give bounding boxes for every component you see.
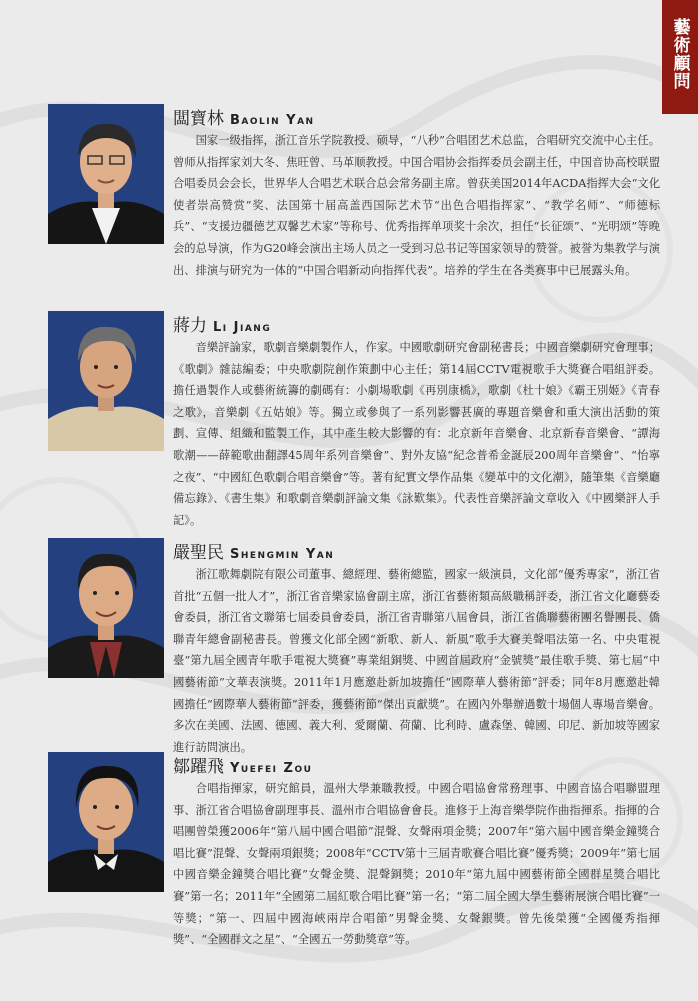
name-english: Li Jiang <box>213 320 272 335</box>
biography-text: 浙江歌舞劇院有限公司董事、總經理、藝術總監，國家一級演員，文化部“優秀專家”，浙江省首批“五個一批人才”，浙江省音樂家協會副主席，浙江省藝術類高級職稱評委，浙江省文化廳藝委會委員，浙江省文聯第七屆委員會委員，浙江省青聯第八屆會員，浙江省僑聯藝術團名譽團長、僑聯青年總會副秘書長。曾獲文化部全國“新歌、新人、新風”歌手大賽美聲唱法第一名、中央電視臺“第九屆全國青年歌手電視大獎賽”專業組銅獎、中國首屆政府“金號獎”最佳歌手獎、第七屆“中國藝術節”文華表演獎。2011年1月應邀赴新加坡擔任“國際華人藝術節”評委；同年8月應邀赴韓國擔任“國際華人藝術節”評委，獲藝術節“傑出貢獻獎”。在國內外舉辦過數十場個人專場音樂會。多次在美國、法國、德國、義大利、愛爾蘭、荷蘭、比利時、盧森堡、韓國、印尼、新加坡等國家進行訪問演出。 <box>173 568 660 754</box>
biography-text: 音樂評論家，歌劇音樂劇製作人，作家。中國歌劇研究會副秘書長；中國音樂劇研究會理事；《歌劇》雜誌編委；中央歌劇院創作策劃中心主任；第14屆CCTV電視歌手大獎賽合唱組評委。擔任過製作人或藝術統籌的劇碼有：小劇場歌劇《再別康橋》，歌劇《杜十娘》《霸王別姬》《青春之歌》，音樂劇《五姑娘》等。獨立或參與了一系列影響甚廣的專題音樂會和重大演出活動的策劃、宣傳、組織和監製工作，其中產生較大影響的有：北京新年音樂會、北京新春音樂會、“譚海歌潮——薛範歌曲翻譯45周年系列音樂會”、對外友協“紀念普希金誕辰200周年音樂會”、“怡寧之夜”、“中國紅色歌劇合唱音樂會”等。著有紀實文學作品集《變革中的文化潮》，隨筆集《音樂廳備忘錄》、《書生集》和歌劇音樂劇評論文集《詠歎集》。代表性音樂評論文章收入《中國樂評人手記》。 <box>173 341 660 527</box>
biography-text: 合唱指揮家，研究館員，溫州大學兼職教授。中國合唱協會常務理事、中國音協合唱聯盟理事、浙江省合唱協會副理事長、溫州市合唱協會會長。進修于上海音樂學院作曲指揮系。指揮的合唱團曾榮獲2006年“第八屆中國合唱節”混聲、女聲兩項金獎；2007年“第六屆中國音樂金鐘獎合唱比賽”混聲、女聲兩項銀獎；2008年“CCTV第十三屆青歌賽合唱比賽”優秀獎；2009年“第七屆中國音樂金鐘獎合唱比賽”女聲金獎、混聲銅獎；2010年“第九屆中國藝術節全國群星獎合唱比賽”第一名；2011年“全國第二屆紅歌合唱比賽”第一名；“第二屆全國大學生藝術展演合唱比賽”一等獎；“第一、四屆中國海峽兩岸合唱節”男聲金獎、女聲銀獎。曾先後榮獲“全國優秀指揮獎”、“全國群文之星”、“全國五一勞動獎章”等。 <box>173 782 660 947</box>
portrait-photo <box>48 311 164 451</box>
portrait-photo <box>48 752 164 892</box>
name-heading <box>173 538 334 562</box>
section-tab <box>662 0 698 114</box>
portrait-photo <box>48 538 164 678</box>
biography-text: 国家一级指挥，浙江音乐学院教授、硕导，“八秒”合唱团艺术总监，合唱研究交流中心主任。曾师从指挥家刘大冬、焦旺曾、马革顺教授。中国合唱协会指挥委员会副主任，中国音协高校联盟合唱委员会会长，世界华人合唱艺术联合总会常务副主席。曾获美国2014年ACDA指挥大会“文化使者崇高赞赏”奖、法国第十届高盖西国际艺术节“出色合唱指挥家”、“教学名师”、“师德标兵”、“支援边疆德艺双馨艺术家”等称号、优秀指挥单项奖十余次，担任“长征颂”、“光明颂”等晚会的总导演，作为G20峰会演出主场人员之一受到习总书记等国家领导的赞誉。被誉为集教学与演出、排演与研究为一体的“中国合唱新动向指挥代表”。培养的学生在各类赛事中已展露头角。 <box>173 134 660 277</box>
name-chinese: 嚴聖民 <box>173 543 224 563</box>
section-tab-label: 藝術顧問 <box>669 18 690 90</box>
name-chinese: 闆寶林 <box>173 109 224 129</box>
name-heading <box>173 104 315 128</box>
name-chinese: 鄒躍飛 <box>173 757 224 777</box>
name-heading <box>173 311 271 335</box>
name-english: Shengmin Yan <box>230 547 335 562</box>
name-english: Baolin Yan <box>230 113 315 128</box>
name-chinese: 蔣力 <box>173 316 207 336</box>
name-english: Yuefei Zou <box>230 761 313 776</box>
portrait-photo <box>48 104 164 244</box>
name-heading <box>173 752 312 776</box>
